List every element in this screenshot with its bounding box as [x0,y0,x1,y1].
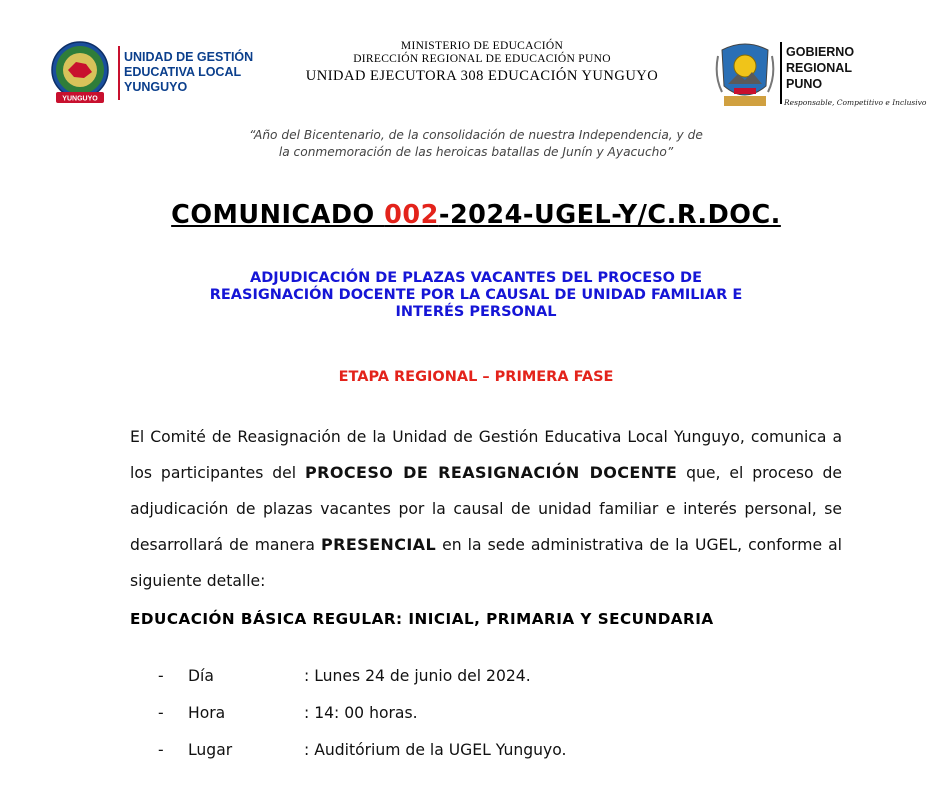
details-list [158,662,758,773]
education-level: EDUCACIÓN BÁSICA REGULAR: INICIAL, PRIMARIA Y SECUNDARIA [130,610,714,628]
bullet-dash: - [158,741,164,759]
ugel-name: UNIDAD DE GESTIÓN EDUCATIVA LOCAL YUNGUYO [124,50,254,94]
detail-label: Hora [188,704,226,722]
title-number: 002 [384,200,439,230]
gobierno-regional-header [714,36,927,116]
year-motto: “Año del Bicentenario, de la consolidación de nuestra Independencia, y de la conmemoración de las heroicas batallas de Junín y Ayacucho” [249,128,703,159]
bullet-dash: - [158,704,164,722]
direction-line: DIRECCIÓN REGIONAL DE EDUCACIÓN PUNO [353,53,611,65]
detail-label: Lugar [188,741,233,759]
detail-value: : Lunes 24 de junio del 2024. [304,667,531,685]
unit-line: UNIDAD EJECUTORA 308 EDUCACIÓN YUNGUYO [305,68,659,84]
ugel-yunguyo-seal-icon [48,40,112,106]
gobierno-regional-puno-crest-icon [714,36,776,110]
list-item [158,699,758,736]
detail-value: : Auditórium de la UGEL Yunguyo. [304,741,567,759]
document-subtitle: ADJUDICACIÓN DE PLAZAS VACANTES DEL PROCESO DE REASIGNACIÓN DOCENTE POR LA CAUSAL DE UNIDAD FAMILIAR E INTERÉS PERSONAL [209,270,743,320]
detail-value: : 14: 00 horas. [304,704,418,722]
process-name: PROCESO DE REASIGNACIÓN DOCENTE [305,463,678,483]
modality: PRESENCIAL [320,535,437,555]
divider [780,42,782,104]
stage-heading: ETAPA REGIONAL – PRIMERA FASE [338,369,614,385]
list-item [158,662,758,699]
bullet-dash: - [158,667,164,685]
title-suffix: -2024-UGEL-Y/C.R.DOC. [438,200,781,230]
ministry-header [272,40,692,86]
svg-text:YUNGUYO: YUNGUYO [62,95,98,103]
gobierno-regional-name: GOBIERNO REGIONAL PUNO [786,45,855,91]
title-prefix: COMUNICADO [171,200,385,230]
ugel-header [48,40,268,112]
gobierno-slogan: Responsable, Competitivo e Inclusivo [784,98,927,107]
ministry-line: MINISTERIO DE EDUCACIÓN [400,40,564,52]
detail-label: Día [188,667,214,685]
document-title [0,200,952,230]
divider [118,46,120,100]
list-item [158,736,758,773]
body-paragraph: El Comité de Reasignación de la Unidad de Gestión Educativa Local Yunguyo, comunica a los participantes del PROCESO DE REASIGNACIÓN DOCENTE que, el proceso de adjudicación de plazas vacantes por la causal de unidad familiar e interés personal, se desarrollará de manera PRESENCIAL en la sede administrativa de la UGEL, conforme al siguiente detalle: [130,428,842,590]
